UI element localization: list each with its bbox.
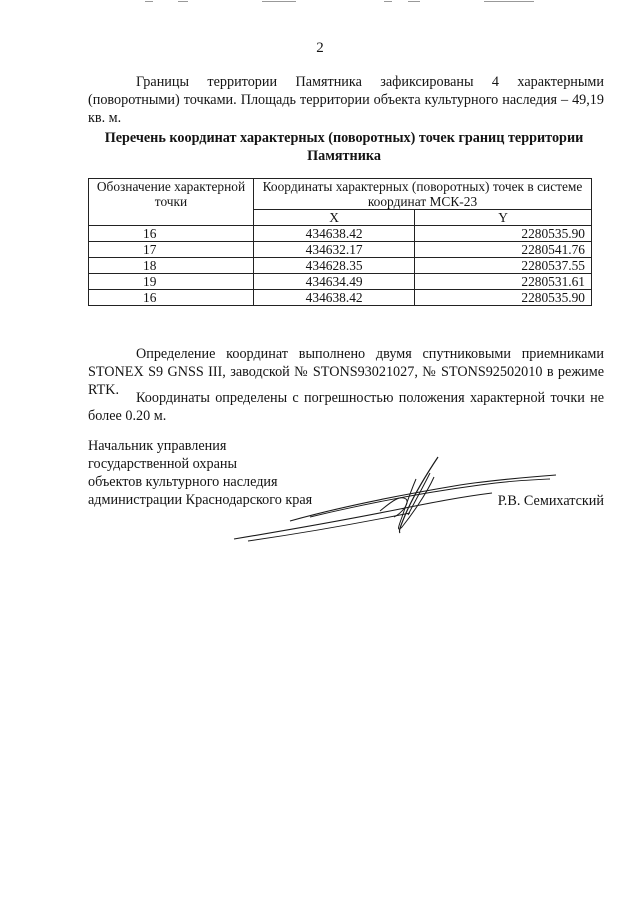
table-title: Перечень координат характерных (поворотных) точек границ территории Памятника (104, 130, 584, 164)
cell-point: 16 (89, 290, 254, 306)
intro-paragraph: Границы территории Памятника зафиксированы 4 характерными (поворотными) точками. Площадь территории объекта культурного наследия – 49,19 кв. м. (88, 74, 604, 126)
table-row (89, 290, 592, 306)
signatory-position-line: администрации Краснодарского края (88, 492, 313, 508)
method-paragraph: Определение координат выполнено двумя спутниковыми приемниками STONEX S9 GNSS III, заводской № STONS93021027, № STONS92502010 в режиме RTK. (88, 346, 604, 398)
cell-point: 17 (89, 242, 254, 258)
signatory-position-line: государственной охраны (88, 456, 238, 472)
page-number: 2 (316, 40, 324, 56)
cell-x: 434638.42 (254, 290, 415, 306)
cell-y: 2280535.90 (415, 226, 592, 242)
cell-y: 2280535.90 (415, 290, 592, 306)
coordinates-table (88, 178, 592, 306)
cell-y: 2280541.76 (415, 242, 592, 258)
table-row (89, 226, 592, 242)
header-x: X (254, 210, 415, 226)
header-coordinates: Координаты характерных (поворотных) точек в системе координат МСК-23 (254, 179, 592, 210)
table-row (89, 242, 592, 258)
cell-point: 16 (89, 226, 254, 242)
cell-x: 434628.35 (254, 258, 415, 274)
table-row (89, 274, 592, 290)
cell-x: 434634.49 (254, 274, 415, 290)
cell-point: 19 (89, 274, 254, 290)
header-y: Y (415, 210, 592, 226)
cell-y: 2280531.61 (415, 274, 592, 290)
cell-y: 2280537.55 (415, 258, 592, 274)
signatory-position-line: Начальник управления (88, 438, 227, 454)
table-row (89, 258, 592, 274)
cell-x: 434632.17 (254, 242, 415, 258)
signatory-position-line: объектов культурного наследия (88, 474, 278, 490)
cell-x: 434638.42 (254, 226, 415, 242)
cell-point: 18 (89, 258, 254, 274)
signatory-name: Р.В. Семихатский (497, 493, 604, 509)
scan-edge-marks (0, 0, 640, 6)
accuracy-paragraph: Координаты определены с погрешностью положения характерной точки не более 0.20 м. (88, 390, 604, 424)
header-point: Обозначение характерной точки (89, 179, 254, 226)
